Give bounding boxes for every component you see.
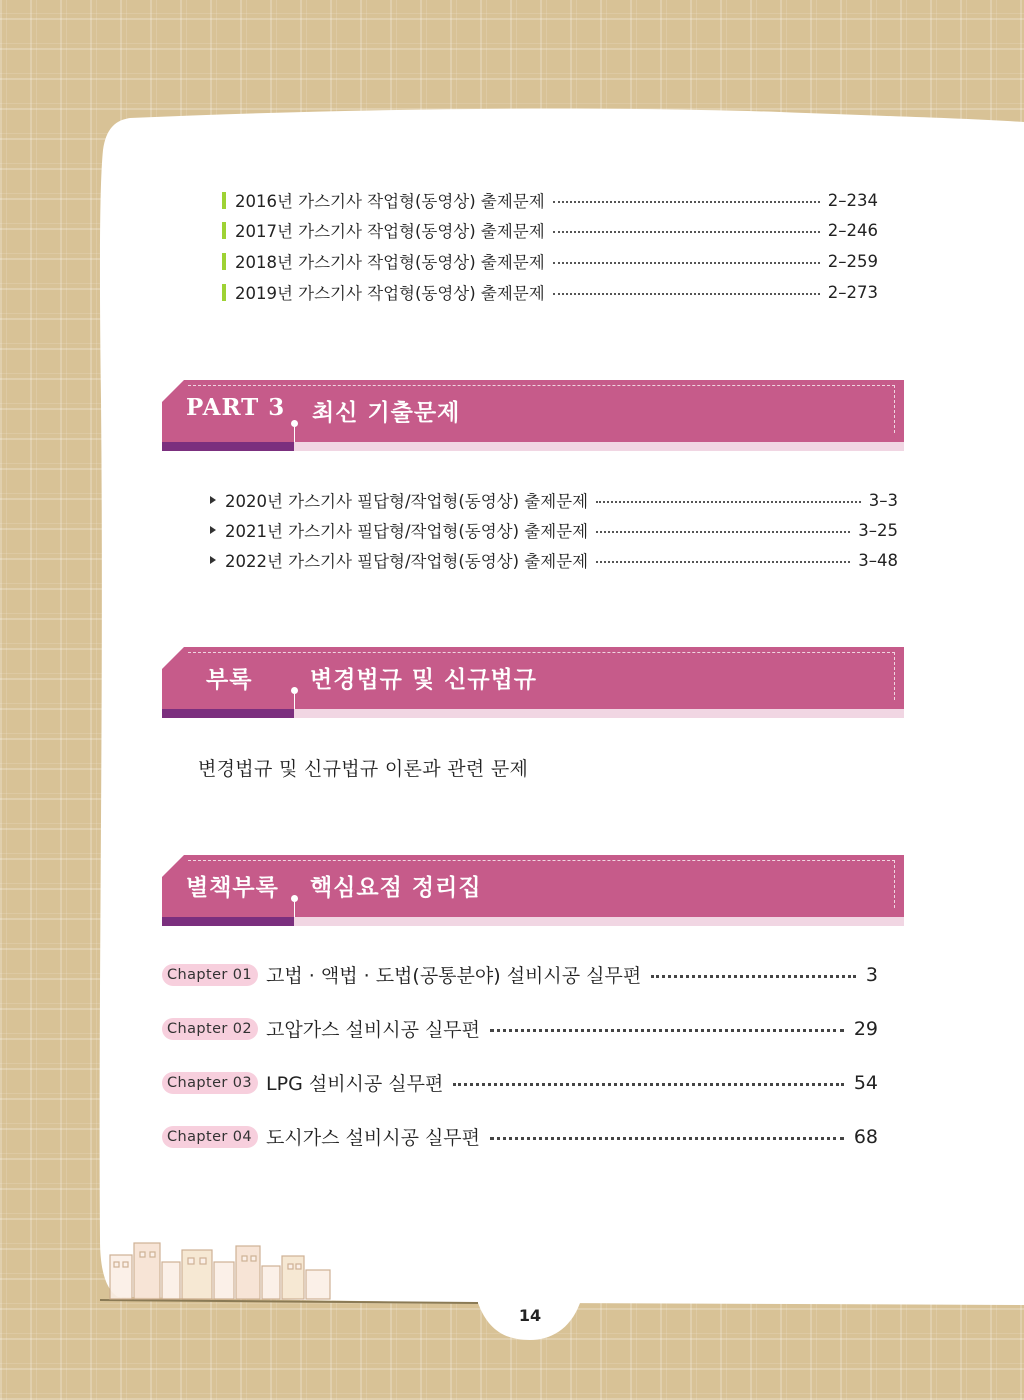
chapter-badge: Chapter 04 bbox=[162, 1126, 258, 1148]
bullet-bar-icon bbox=[222, 222, 226, 239]
chapter-title: 고압가스 설비시공 실무편 bbox=[266, 1019, 481, 1041]
pin-stem bbox=[294, 694, 295, 709]
chapter-title: 도시가스 설비시공 실무편 bbox=[266, 1127, 481, 1149]
toc-item-page: 2–259 bbox=[827, 251, 878, 271]
chapter-title: 고법 · 액법 · 도법(공통분야) 설비시공 실무편 bbox=[266, 965, 642, 987]
toc-item-title: 2017년 가스기사 작업형(동영상) 출제문제 bbox=[235, 222, 545, 241]
toc-item-title: 2018년 가스기사 작업형(동영상) 출제문제 bbox=[235, 253, 545, 272]
toc-item[interactable] bbox=[210, 518, 898, 542]
appendix-description[interactable]: 변경법규 및 신규법규 이론과 관련 문제 bbox=[198, 758, 529, 780]
bullet-bar-icon bbox=[222, 284, 226, 301]
chapter-title: LPG 설비시공 실무편 bbox=[266, 1073, 444, 1095]
supplement-banner bbox=[162, 855, 904, 927]
part-label: PART 3 bbox=[186, 394, 286, 421]
page-number: 14 bbox=[518, 1306, 542, 1325]
toc-item-page: 3–3 bbox=[868, 490, 898, 510]
chapter-item[interactable] bbox=[162, 961, 878, 988]
part3-banner bbox=[162, 380, 904, 452]
toc-item[interactable] bbox=[210, 488, 898, 512]
toc-item-title: 2019년 가스기사 작업형(동영상) 출제문제 bbox=[235, 284, 545, 303]
chapter-item[interactable] bbox=[162, 1123, 878, 1150]
toc-item[interactable] bbox=[222, 249, 878, 273]
toc-item[interactable] bbox=[210, 548, 898, 572]
pin-stem bbox=[294, 902, 295, 917]
banner-underline-dark bbox=[162, 917, 294, 926]
triangle-bullet-icon bbox=[210, 556, 216, 564]
dot-leader bbox=[490, 1137, 844, 1140]
chapter-badge: Chapter 02 bbox=[162, 1018, 258, 1040]
section-title: 핵심요점 정리집 bbox=[310, 874, 482, 901]
dot-leader bbox=[453, 1083, 843, 1086]
dot-leader bbox=[596, 501, 861, 503]
section-title: 최신 기출문제 bbox=[312, 399, 461, 426]
toc-item-page: 2–246 bbox=[827, 220, 878, 240]
appendix-banner bbox=[162, 647, 904, 719]
toc-item[interactable] bbox=[222, 280, 878, 304]
chapter-badge: Chapter 01 bbox=[162, 964, 258, 986]
pin-dot-icon bbox=[291, 687, 298, 694]
dot-leader bbox=[553, 262, 820, 264]
toc-item[interactable] bbox=[222, 218, 878, 242]
dot-leader bbox=[553, 201, 820, 203]
toc-item-title: 2016년 가스기사 작업형(동영상) 출제문제 bbox=[235, 192, 545, 211]
bullet-bar-icon bbox=[222, 192, 226, 209]
chapter-item[interactable] bbox=[162, 1015, 878, 1042]
chapter-badge: Chapter 03 bbox=[162, 1072, 258, 1094]
banner-underline-light bbox=[294, 709, 904, 718]
part-label: 부록 bbox=[206, 666, 253, 693]
toc-item-page: 3–25 bbox=[858, 520, 898, 540]
toc-item-title: 2021년 가스기사 필답형/작업형(동영상) 출제문제 bbox=[225, 522, 589, 541]
toc-item[interactable] bbox=[222, 188, 878, 212]
chapter-item[interactable] bbox=[162, 1069, 878, 1096]
triangle-bullet-icon bbox=[210, 526, 216, 534]
pin-dot-icon bbox=[291, 895, 298, 902]
banner-underline-light bbox=[294, 442, 904, 451]
chapter-page: 68 bbox=[853, 1125, 878, 1148]
pin-stem bbox=[294, 427, 295, 442]
dot-leader bbox=[651, 975, 856, 978]
triangle-bullet-icon bbox=[210, 496, 216, 504]
banner-underline-dark bbox=[162, 442, 294, 451]
part-label: 별책부록 bbox=[186, 874, 279, 901]
chapter-page: 54 bbox=[853, 1071, 878, 1094]
toc-item-title: 2022년 가스기사 필답형/작업형(동영상) 출제문제 bbox=[225, 552, 589, 571]
toc-item-page: 2–273 bbox=[827, 282, 878, 302]
dot-leader bbox=[596, 531, 850, 533]
dot-leader bbox=[596, 561, 850, 563]
toc-item-page: 2–234 bbox=[827, 190, 878, 210]
toc-item-page: 3–48 bbox=[858, 550, 898, 570]
chapter-page: 29 bbox=[853, 1017, 878, 1040]
banner-underline-dark bbox=[162, 709, 294, 718]
dot-leader bbox=[553, 293, 820, 295]
banner-underline-light bbox=[294, 917, 904, 926]
dot-leader bbox=[490, 1029, 844, 1032]
bullet-bar-icon bbox=[222, 253, 226, 270]
pin-dot-icon bbox=[291, 420, 298, 427]
section-title: 변경법규 및 신규법규 bbox=[310, 666, 537, 693]
dot-leader bbox=[553, 231, 820, 233]
toc-item-title: 2020년 가스기사 필답형/작업형(동영상) 출제문제 bbox=[225, 492, 589, 511]
chapter-page: 3 bbox=[865, 963, 878, 986]
